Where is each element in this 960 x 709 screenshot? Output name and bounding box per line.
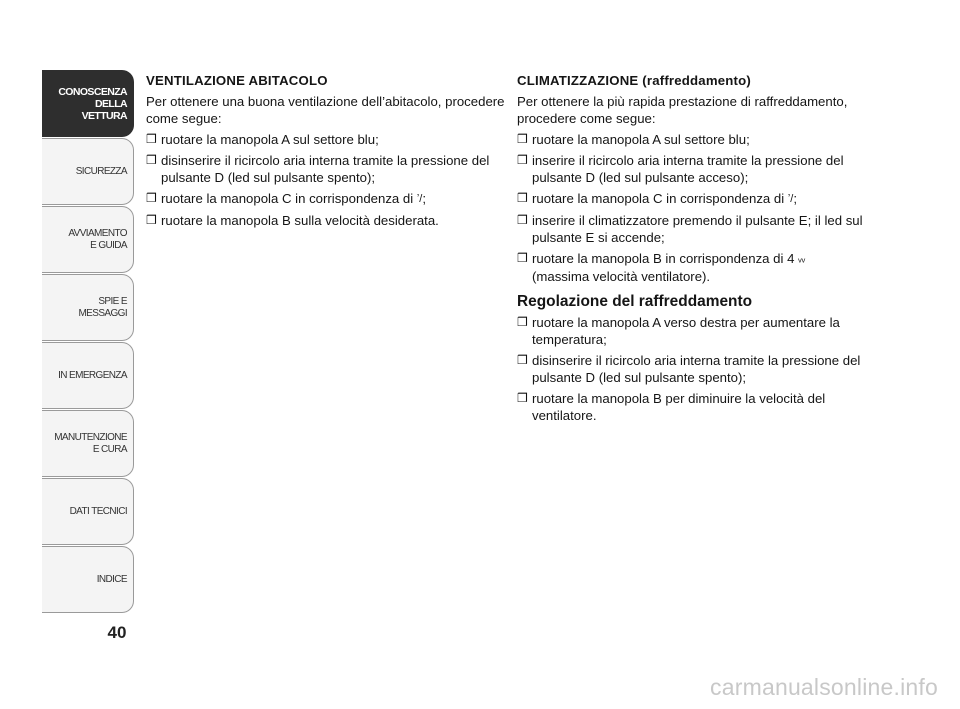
- list-item: [146, 190, 506, 208]
- list-item: [517, 131, 877, 148]
- instruction-list: [517, 131, 877, 285]
- item-text: inserire il climatizzatore premendo il pulsante E; il led sul pulsante E si accende;: [532, 213, 863, 245]
- item-text: ruotare la manopola B in corrispondenza di 4: [532, 251, 799, 266]
- item-suffix: ;: [793, 191, 798, 206]
- tab-label: CONOSCENZA DELLA VETTURA: [58, 85, 127, 122]
- air-conditioning-section: [517, 72, 877, 430]
- tab-label: DATI TECNICI: [69, 505, 127, 517]
- fan-max-icon: ᵥᵥ: [798, 253, 806, 265]
- item-text: ruotare la manopola A sul settore blu;: [532, 132, 750, 147]
- list-item: [517, 314, 877, 348]
- checkbox-bullet-icon: ❒: [517, 315, 528, 329]
- item-text: ruotare la manopola A verso destra per aumentare la temperatura;: [532, 315, 840, 347]
- tab-label: MANUTENZIONE E CURA: [54, 431, 127, 455]
- tab-label: IN EMERGENZA: [58, 369, 127, 381]
- checkbox-bullet-icon: ❒: [146, 132, 157, 146]
- tab-conoscenza-della-vettura[interactable]: [42, 70, 134, 137]
- vent-face-icon: ʼ/: [416, 193, 423, 205]
- checkbox-bullet-icon: ❒: [517, 251, 528, 265]
- list-item: [517, 212, 877, 246]
- tab-indice[interactable]: [42, 546, 134, 613]
- item-text: disinserire il ricircolo aria interna tramite la pressione del pulsante D (led sul pulsante spento);: [532, 353, 861, 385]
- checkbox-bullet-icon: ❒: [517, 213, 528, 227]
- instruction-list: [146, 131, 506, 229]
- list-item: [517, 390, 877, 424]
- section-intro: Per ottenere una buona ventilazione dell’abitacolo, procedere come segue:: [146, 94, 505, 126]
- tab-in-emergenza[interactable]: [42, 342, 134, 409]
- list-item: [517, 250, 877, 285]
- checkbox-bullet-icon: ❒: [517, 191, 528, 205]
- tab-manutenzione-e-cura[interactable]: [42, 410, 134, 477]
- item-text: disinserire il ricircolo aria interna tramite la pressione del pulsante D (led sul pulsante spento);: [161, 153, 490, 185]
- list-item: [146, 152, 506, 186]
- list-item: [146, 212, 506, 229]
- item-text: ruotare la manopola C in corrispondenza di: [161, 191, 417, 206]
- page-number: 40: [107, 623, 127, 642]
- tab-dati-tecnici[interactable]: [42, 478, 134, 545]
- chapter-tabs: [42, 70, 134, 614]
- list-item: [146, 131, 506, 148]
- subsection-title: Regolazione del raffreddamento: [517, 293, 753, 310]
- checkbox-bullet-icon: ❒: [146, 191, 157, 205]
- checkbox-bullet-icon: ❒: [517, 353, 528, 367]
- item-text: inserire il ricircolo aria interna tramite la pressione del pulsante D (led sul pulsante acceso);: [532, 153, 844, 185]
- section-title: CLIMATIZZAZIONE (raffreddamento): [517, 73, 751, 88]
- tab-sicurezza[interactable]: [42, 138, 134, 205]
- item-text: ruotare la manopola C in corrispondenza di: [532, 191, 788, 206]
- adjustment-list: [517, 314, 877, 424]
- item-text: ruotare la manopola B sulla velocità desiderata.: [161, 213, 439, 228]
- list-item: [517, 152, 877, 186]
- list-item: [517, 352, 877, 386]
- checkbox-bullet-icon: ❒: [517, 391, 528, 405]
- item-text-continued: (massima velocità ventilatore).: [532, 269, 711, 284]
- tab-spie-e-messaggi[interactable]: [42, 274, 134, 341]
- section-intro: Per ottenere la più rapida prestazione di raffreddamento, procedere come segue:: [517, 94, 848, 126]
- list-item: [517, 190, 877, 208]
- tab-label: INDICE: [96, 573, 127, 585]
- ventilation-section: [146, 72, 506, 235]
- checkbox-bullet-icon: ❒: [517, 132, 528, 146]
- tab-label: SPIE E MESSAGGI: [78, 295, 127, 319]
- item-suffix: ;: [422, 191, 427, 206]
- tab-avviamento-e-guida[interactable]: [42, 206, 134, 273]
- checkbox-bullet-icon: ❒: [517, 153, 528, 167]
- section-title: VENTILAZIONE ABITACOLO: [146, 73, 328, 88]
- item-text: ruotare la manopola B per diminuire la velocità del ventilatore.: [532, 391, 826, 423]
- tab-label: AVVIAMENTO E GUIDA: [68, 227, 127, 251]
- watermark: carmanualsonline.info: [710, 674, 938, 700]
- tab-label: SICUREZZA: [75, 165, 127, 177]
- vent-face-icon: ʼ/: [787, 193, 794, 205]
- checkbox-bullet-icon: ❒: [146, 153, 157, 167]
- item-text: ruotare la manopola A sul settore blu;: [161, 132, 379, 147]
- checkbox-bullet-icon: ❒: [146, 213, 157, 227]
